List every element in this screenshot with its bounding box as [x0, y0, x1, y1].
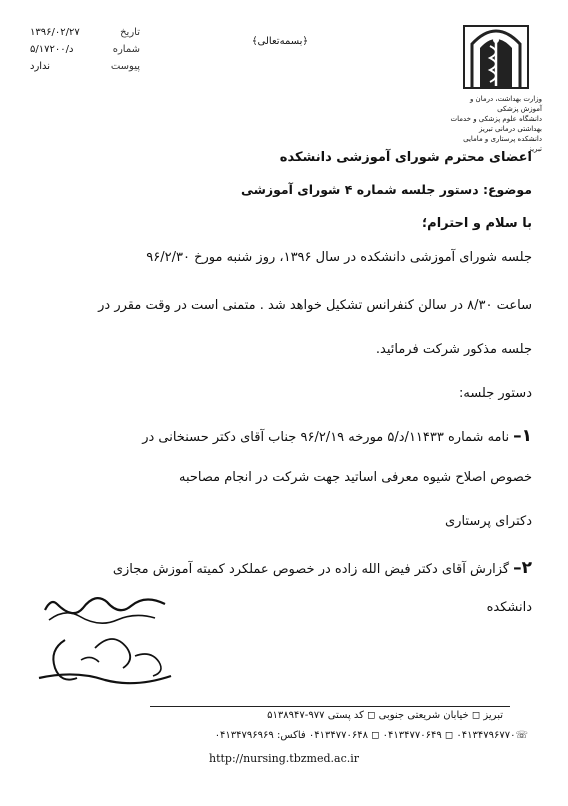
agenda-item-1: [36, 426, 532, 446]
body-line-3: جلسه مذکور شرکت فرمائید.: [375, 342, 532, 357]
meta-attachment-label: پیوست: [110, 61, 140, 72]
agenda-item-1-line-2: خصوص اصلاح شیوه معرفی اساتید جهت شرکت در انجام مصاحبه: [179, 470, 532, 485]
meta-attachment-row: [30, 58, 140, 75]
body-line-1: جلسه شورای آموزشی دانشکده در سال ۱۳۹۶، روز شنبه مورخ ۹۶/۲/۳۰: [146, 250, 532, 265]
footer-divider: [150, 706, 510, 707]
agenda-item-2-line-2: دانشکده: [486, 600, 532, 615]
logo-line-faculty: دانشکده پرستاری و مامایی تبریز: [463, 135, 542, 153]
greeting: با سلام و احترام؛: [421, 216, 532, 231]
basmala: ﴿بسمه‌تعالی﴾: [251, 36, 309, 47]
footer-phones: ☏۰۴۱۳۴۷۹۶۷۷۰ ◻ ۰۴۱۳۴۷۷۰۶۴۹ ◻ ۰۴۱۳۴۷۷۰۶۴۸ فاکس: ۰۴۱۳۴۷۹۶۹۶۹: [214, 730, 528, 741]
university-logo: [450, 18, 542, 153]
agenda-item-2: [36, 558, 532, 578]
meta-date-value: ۱۳۹۶/۰۲/۲۷: [30, 27, 80, 38]
meta-attachment-value: ندارد: [30, 61, 51, 72]
agenda-item-2-line-1: گزارش آقای دکتر فیض الله زاده در خصوص عملکرد کمیته آموزش مجازی: [112, 562, 510, 577]
agenda-item-1-line-1: نامه شماره ۱۱۴۳۳/د/۵ مورخه ۹۶/۲/۱۹ جناب آقای دکتر حسنخانی در: [142, 430, 510, 445]
meta-number-row: [30, 41, 140, 58]
body-line-2: ساعت ۸/۳۰ در سالن کنفرانس تشکیل خواهد شد . متمنی است در وقت مقرر در: [98, 298, 532, 313]
footer-website-link[interactable]: http://nursing.tbzmed.ac.ir: [208, 752, 360, 765]
logo-line-ministry: وزارت بهداشت، درمان و آموزش پزشکی: [469, 95, 542, 113]
agenda-item-1-line-3: دکترای پرستاری: [444, 514, 532, 529]
recipient-heading: اعضای محترم شورای آموزشی دانشکده: [279, 150, 532, 165]
meta-date-label: تاریخ: [120, 27, 140, 38]
subject-line: موضوع: دستور جلسه شماره ۴ شورای آموزشی: [240, 182, 532, 197]
agenda-heading: دستور جلسه:: [458, 386, 532, 401]
meta-number-label: شماره: [112, 44, 140, 55]
handwritten-signature: [35, 590, 175, 695]
letter-meta: [30, 24, 140, 75]
agenda-item-2-number: ۲–: [513, 558, 532, 578]
footer-address: تبریز ◻ خیابان شریعتی جنوبی ◻ کد پستی ۹۷۷-۵۱۳۸۹۴۷: [267, 710, 503, 721]
meta-number-value: ۵/د/۱۷۲۰۰: [30, 44, 74, 55]
signature-scribble-icon: [35, 590, 175, 695]
logo-line-university: دانشگاه علوم پزشکی و خدمات بهداشتی درمانی تبریز: [450, 115, 542, 133]
caduceus-emblem-icon: [450, 18, 542, 90]
meta-date-row: [30, 24, 140, 41]
agenda-item-1-number: ۱–: [513, 426, 532, 446]
